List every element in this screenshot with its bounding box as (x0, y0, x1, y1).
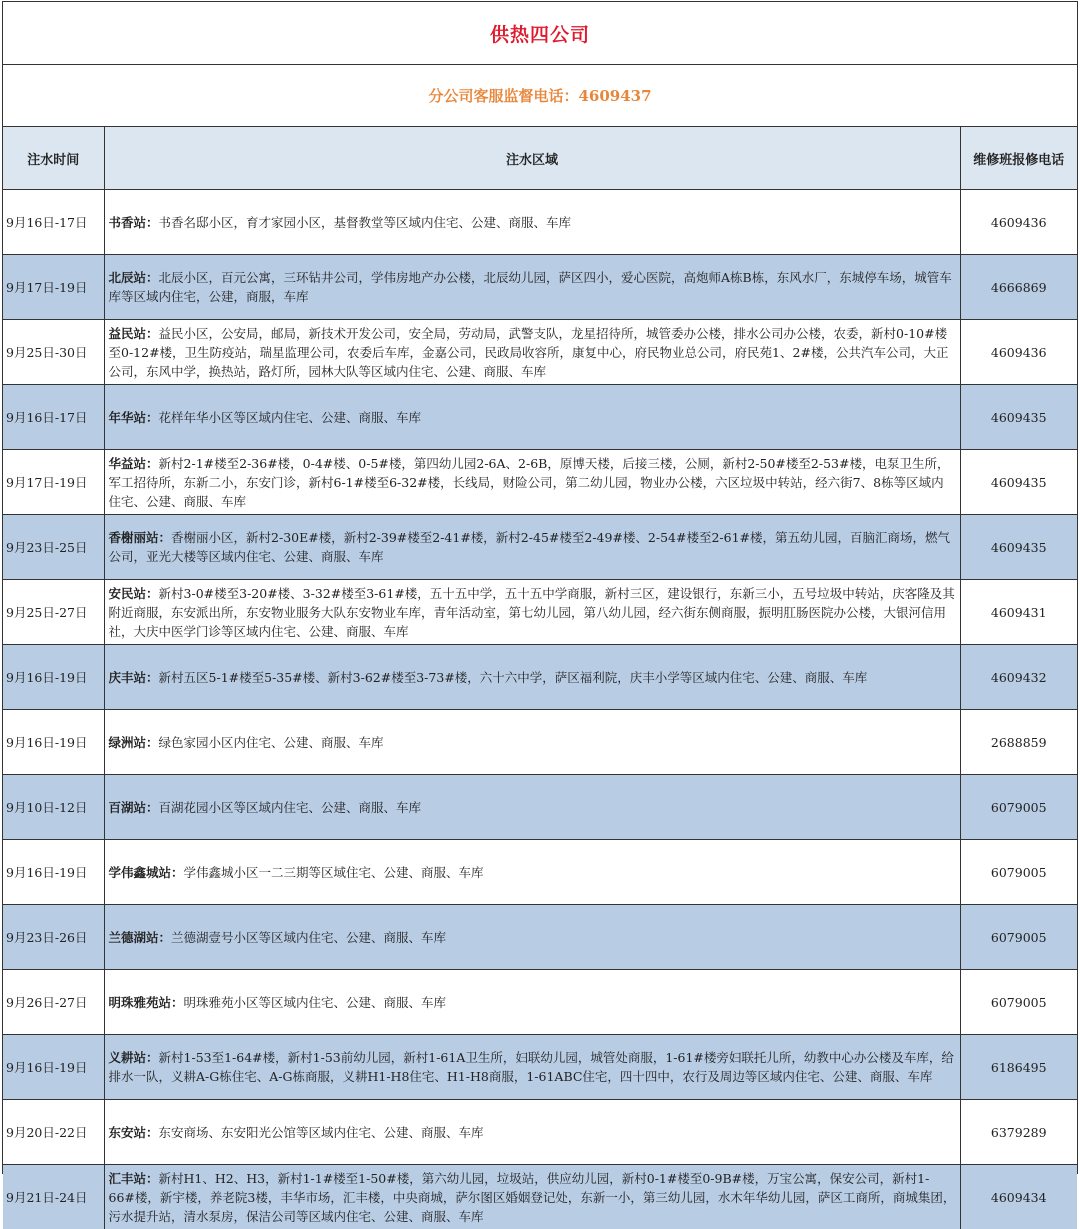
repair-phone: 2688859 (960, 710, 1077, 775)
station-name: 东安站： (109, 1125, 159, 1140)
area-cell (104, 255, 960, 320)
time-cell: 9月26日-27日 (3, 970, 104, 1035)
area-description: 绿色家园小区内住宅、公建、商服、车库 (159, 735, 384, 750)
area-cell (104, 385, 960, 450)
area-description: 新村五区5-1#楼至5-35#楼、新村3-62#楼至3-73#楼，六十六中学，萨区福利院，庆丰小学等区域内住宅、公建、商服、车库 (159, 670, 868, 685)
area-description: 百湖花园小区等区域内住宅、公建、商服、车库 (159, 800, 422, 815)
area-description: 新村2-1#楼至2-36#楼，0-4#楼、0-5#楼，第四幼儿园2-6A、2-6B，原博天楼，后接三楼，公厕，新村2-50#楼至2-53#楼，电泵卫生所，军工招待所，东新二小，东安门诊，新村6-1#楼至6-32#楼，长线局，财险公司，第二幼儿园，物业办公楼，六区垃圾中转站，经六街7、8栋等区域内住宅、公建、商服、车库 (109, 456, 950, 509)
area-cell (104, 190, 960, 255)
station-name: 庆丰站： (109, 670, 159, 685)
area-cell (104, 1165, 960, 1229)
station-name: 香榭丽站： (109, 530, 172, 545)
area-description: 学伟鑫城小区一二三期等区域住宅、公建、商服、车库 (184, 865, 484, 880)
station-name: 年华站： (109, 410, 159, 425)
station-name: 益民站： (109, 326, 159, 341)
time-cell: 9月16日-17日 (3, 190, 104, 255)
page-title: 供热四公司 (490, 20, 590, 47)
time-cell: 9月10日-12日 (3, 775, 104, 840)
station-name: 安民站： (109, 586, 159, 601)
repair-phone: 6079005 (960, 905, 1077, 970)
header-phone: 维修班报修电话 (960, 127, 1077, 190)
table-row (3, 710, 1077, 775)
area-cell (104, 775, 960, 840)
repair-phone: 4609435 (960, 450, 1077, 515)
area-description: 新村H1、H2、H3，新村1-1#楼至1-50#楼，第六幼儿园，垃圾站，供应幼儿园，新村0-1#楼至0-9B#楼，万宝公寓，保安公司，新村1-66#楼，新宇楼，养老院3楼，丰华市场，汇丰楼，中央商城，萨尔图区婚姻登记处，东新一小，第三幼儿园，水木年华幼儿园，萨区工商所，商城集团，污水提升站，清水泵房，保洁公司等区域内住宅、公建、商服、车库 (109, 1171, 956, 1224)
area-description: 兰德湖壹号小区等区域内住宅、公建、商服、车库 (171, 930, 446, 945)
time-cell: 9月16日-19日 (3, 840, 104, 905)
station-name: 汇丰站： (109, 1171, 159, 1186)
time-cell: 9月23日-26日 (3, 905, 104, 970)
supervision-phone: 分公司客服监督电话：4609437 (428, 85, 651, 106)
area-description: 东安商场、东安阳光公馆等区域内住宅、公建、商服、车库 (159, 1125, 484, 1140)
repair-phone: 4609436 (960, 190, 1077, 255)
time-cell: 9月16日-19日 (3, 1035, 104, 1100)
area-cell (104, 1035, 960, 1100)
repair-phone: 6079005 (960, 970, 1077, 1035)
area-description: 花样年华小区等区域内住宅、公建、商服、车库 (159, 410, 422, 425)
area-description: 香榭丽小区，新村2-30E#楼，新村2-39#楼至2-41#楼，新村2-45#楼至2-49#楼、2-54#楼至2-61#楼，第五幼儿园，百脑汇商场，燃气公司，亚光大楼等区域内住宅、公建、商服、车库 (109, 530, 951, 564)
station-name: 绿洲站： (109, 735, 159, 750)
repair-phone: 6079005 (960, 775, 1077, 840)
area-description: 北辰小区，百元公寓，三环钻井公司，学伟房地产办公楼，北辰幼儿园，萨区四小，爱心医院，高炮师A栋B栋，东风水厂，东城停车场，城管车库等区域内住宅，公建，商服，车库 (109, 270, 952, 304)
table-row (3, 1165, 1077, 1229)
table-row (3, 970, 1077, 1035)
table-row (3, 190, 1077, 255)
area-description: 新村1-53至1-64#楼，新村1-53前幼儿园，新村1-61A卫生所，妇联幼儿园，城管处商服，1-61#楼旁妇联托儿所，幼教中心办公楼及车库，给排水一队，义耕A-G栋住宅、A-G栋商服，义耕H1-H8住宅、H1-H8商服，1-61ABC住宅，四十四中，农行及周边等区域内住宅、公建、商服、车库 (109, 1050, 954, 1084)
repair-phone: 4609432 (960, 645, 1077, 710)
time-cell: 9月16日-17日 (3, 385, 104, 450)
time-cell: 9月16日-19日 (3, 710, 104, 775)
time-cell: 9月17日-19日 (3, 255, 104, 320)
schedule-table (3, 127, 1077, 1229)
title-row (3, 2, 1077, 65)
subtitle-row (3, 65, 1077, 127)
area-cell (104, 905, 960, 970)
time-cell: 9月16日-19日 (3, 645, 104, 710)
time-cell: 9月25日-30日 (3, 320, 104, 385)
schedule-sheet (2, 1, 1078, 1174)
area-cell (104, 970, 960, 1035)
station-name: 义耕站： (109, 1050, 159, 1065)
area-description: 益民小区，公安局，邮局，新技术开发公司，安全局，劳动局，武警支队，龙星招待所，城管委办公楼，排水公司办公楼，农委，新村0-10#楼至0-12#楼，卫生防疫站，瑞星监理公司，农委后车库，金嘉公司，民政局收容所，康复中心，府民物业总公司，府民苑1、2#楼，公共汽车公司，大正公司，东风中学，换热站，路灯所，园林大队等区域内住宅、公建、商服、车库 (109, 326, 949, 379)
repair-phone: 4609435 (960, 385, 1077, 450)
station-name: 书香站： (109, 215, 159, 230)
area-cell (104, 450, 960, 515)
table-row (3, 905, 1077, 970)
table-row (3, 450, 1077, 515)
repair-phone: 4609436 (960, 320, 1077, 385)
area-cell (104, 645, 960, 710)
table-row (3, 580, 1077, 645)
repair-phone: 6186495 (960, 1035, 1077, 1100)
area-cell (104, 1100, 960, 1165)
table-row (3, 645, 1077, 710)
repair-phone: 4609431 (960, 580, 1077, 645)
table-row (3, 775, 1077, 840)
time-cell: 9月17日-19日 (3, 450, 104, 515)
station-name: 华益站： (109, 456, 159, 471)
table-row (3, 840, 1077, 905)
area-cell (104, 320, 960, 385)
time-cell: 9月20日-22日 (3, 1100, 104, 1165)
area-description: 明珠雅苑小区等区域内住宅、公建、商服、车库 (184, 995, 447, 1010)
table-row (3, 1100, 1077, 1165)
repair-phone: 6379289 (960, 1100, 1077, 1165)
table-row (3, 320, 1077, 385)
header-time: 注水时间 (3, 127, 104, 190)
repair-phone: 4609434 (960, 1165, 1077, 1229)
repair-phone: 4666869 (960, 255, 1077, 320)
repair-phone: 6079005 (960, 840, 1077, 905)
table-row (3, 1035, 1077, 1100)
time-cell: 9月25日-27日 (3, 580, 104, 645)
table-row (3, 515, 1077, 580)
table-row (3, 385, 1077, 450)
repair-phone: 4609435 (960, 515, 1077, 580)
area-cell (104, 515, 960, 580)
area-cell (104, 580, 960, 645)
station-name: 明珠雅苑站： (109, 995, 184, 1010)
area-cell (104, 710, 960, 775)
area-description: 书香名邸小区，育才家园小区，基督教堂等区域内住宅、公建、商服、车库 (159, 215, 572, 230)
time-cell: 9月23日-25日 (3, 515, 104, 580)
station-name: 北辰站： (109, 270, 159, 285)
header-row (3, 127, 1077, 190)
area-description: 新村3-0#楼至3-20#楼、3-32#楼至3-61#楼，五十五中学，五十五中学商服，新村三区，建设银行，东新三小，五号垃圾中转站，庆客隆及其附近商服，东安派出所，东安物业服务大队东安物业车库，青年活动室，第七幼儿园，第八幼儿园，经六街东侧商服，振明肛肠医院办公楼，大银河信用社，大庆中医学门诊等区域内住宅、公建、商服、车库 (109, 586, 955, 639)
station-name: 学伟鑫城站： (109, 865, 184, 880)
area-cell (104, 840, 960, 905)
time-cell: 9月21日-24日 (3, 1165, 104, 1229)
station-name: 兰德湖站： (109, 930, 172, 945)
header-area: 注水区域 (104, 127, 960, 190)
station-name: 百湖站： (109, 800, 159, 815)
table-row (3, 255, 1077, 320)
